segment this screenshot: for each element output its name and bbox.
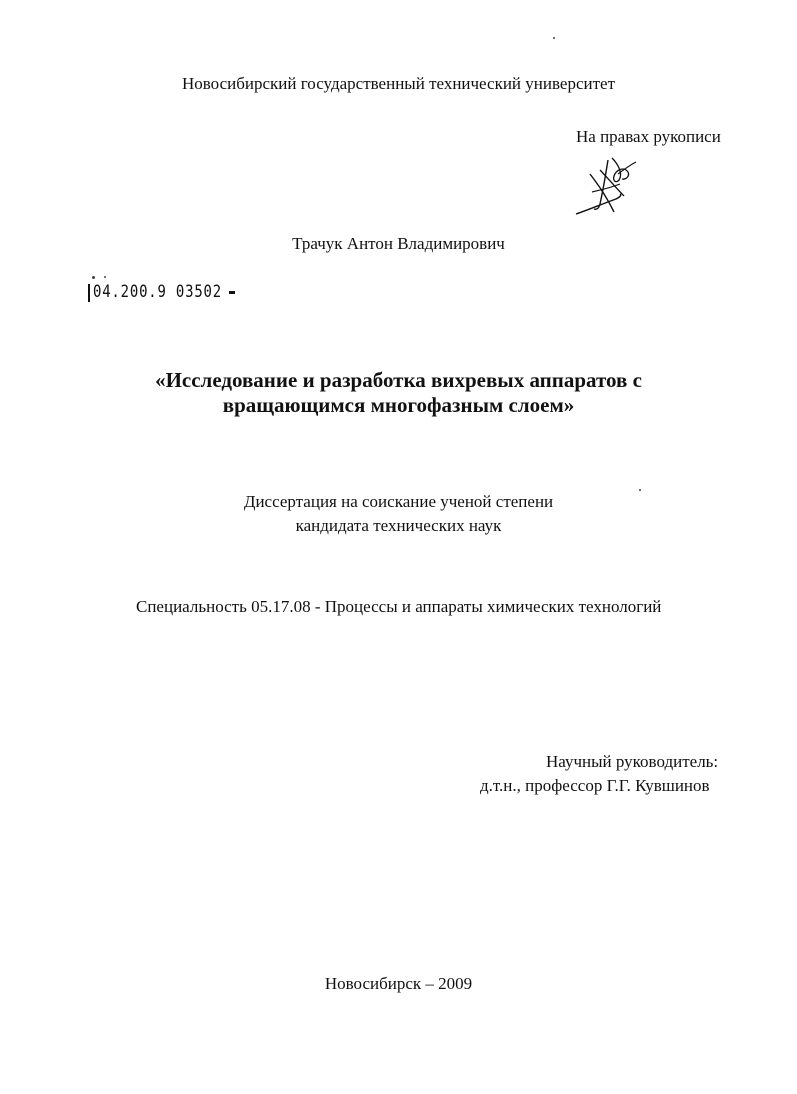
signature-icon <box>570 152 642 222</box>
city-year: Новосибирск – 2009 <box>324 974 473 993</box>
specialty: Специальность 05.17.08 - Процессы и аппараты химических технологий <box>136 597 662 616</box>
thesis-title-line1: «Исследование и разработка вихревых аппаратов с <box>155 368 642 392</box>
manuscript-rights-label: На правах рукописи <box>576 127 721 146</box>
barcode-bar-icon <box>88 284 90 302</box>
registration-number: 04.200.9 03502 <box>93 282 222 302</box>
scan-speck <box>553 37 555 39</box>
stamp-dot-icon <box>92 276 95 279</box>
author-name: Трачук Антон Владимирович <box>292 234 505 253</box>
stamp-dot-icon <box>104 276 106 278</box>
degree-line2: кандидата технических наук <box>295 516 502 535</box>
university-name: Новосибирский государственный технический университет <box>181 74 615 93</box>
supervisor-label: Научный руководитель: <box>546 752 719 771</box>
barcode-end-mark-icon <box>229 291 235 294</box>
degree-line1: Диссертация на соискание ученой степени <box>243 492 554 511</box>
supervisor-name: д.т.н., профессор Г.Г. Кувшинов <box>480 776 710 795</box>
thesis-title-line2: вращающимся многофазным слоем» <box>222 393 575 417</box>
